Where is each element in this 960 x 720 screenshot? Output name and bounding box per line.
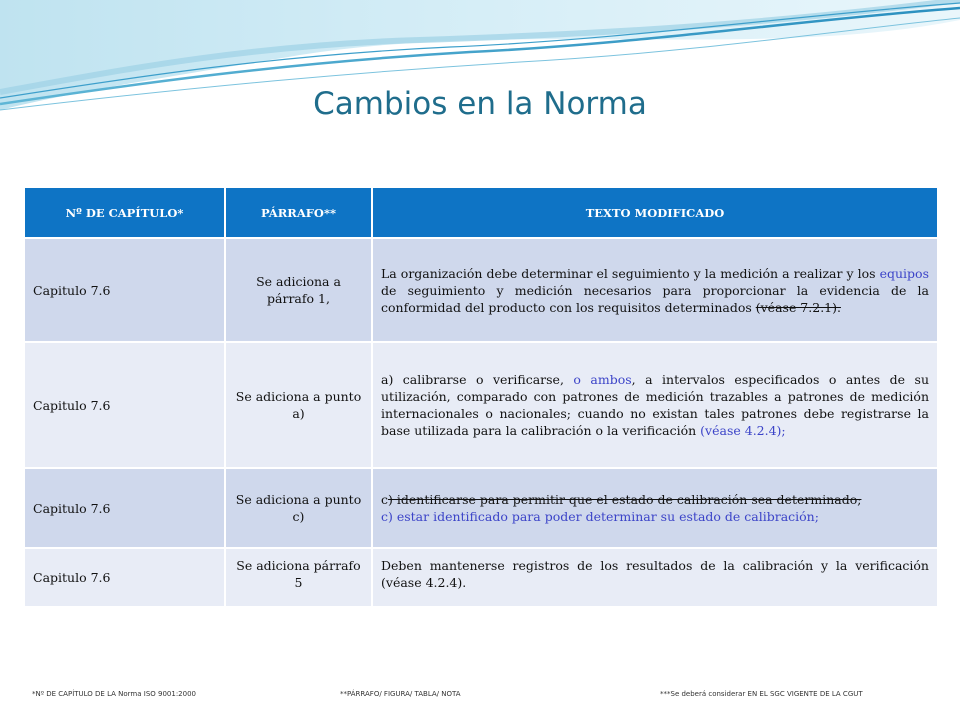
text-main: La organización debe determinar el seguimiento y la medición a realizar y los bbox=[381, 265, 880, 281]
text-removed: (véase 7.2.1). bbox=[755, 299, 841, 315]
footer-note-sgc: ***Se deberá considerar EN EL SGC VIGENTE DE LA CGUT bbox=[660, 690, 863, 698]
table-row bbox=[25, 238, 937, 342]
table-header-row bbox=[25, 188, 937, 238]
cell-parrafo: Se adiciona párrafo 5 bbox=[225, 548, 372, 606]
text-prefix: c bbox=[381, 492, 389, 507]
cell-texto bbox=[372, 238, 937, 342]
header-capitulo: Nº DE CAPÍTULO* bbox=[25, 188, 225, 238]
cell-texto bbox=[372, 342, 937, 468]
page-title: Cambios en la Norma bbox=[313, 86, 647, 122]
text-removed: ) identificarse para permitir que el estado de calibración sea determinado; bbox=[388, 492, 862, 507]
text-main: a) calibrarse o verificarse, bbox=[381, 372, 574, 387]
cell-capitulo: Capitulo 7.6 bbox=[25, 548, 225, 606]
table-row bbox=[25, 342, 937, 468]
cell-parrafo: Se adiciona a punto c) bbox=[225, 468, 372, 548]
cell-texto bbox=[372, 468, 937, 548]
cell-capitulo: Capitulo 7.6 bbox=[25, 238, 225, 342]
text-added: o ambos bbox=[573, 372, 632, 387]
header-texto: TEXTO MODIFICADO bbox=[372, 188, 937, 238]
cell-capitulo: Capitulo 7.6 bbox=[25, 342, 225, 468]
footer-note-capitulo: *Nº DE CAPÍTULO DE LA Norma ISO 9001:2000 bbox=[32, 690, 196, 698]
header-parrafo: PÁRRAFO** bbox=[225, 188, 372, 238]
cell-texto: Deben mantenerse registros de los resultados de la calibración y la verificación (véase 4.2.4). bbox=[372, 548, 937, 606]
text-added-ref: (véase 4.2.4); bbox=[700, 423, 786, 438]
cell-parrafo: Se adiciona a párrafo 1, bbox=[225, 238, 372, 342]
cell-parrafo: Se adiciona a punto a) bbox=[225, 342, 372, 468]
table-row bbox=[25, 548, 937, 606]
footer-note-parrafo: **PÁRRAFO/ FIGURA/ TABLA/ NOTA bbox=[340, 690, 461, 698]
changes-table bbox=[25, 188, 937, 606]
text-rest: , a intervalos especificados o antes de su utilización, comparado con patrones de medición trazables a patrones de medición internacionales o nacionales; cuando no existan tales patrones debe registrarse la base utilizada para la calibración o la verificación bbox=[381, 372, 929, 438]
table-row bbox=[25, 468, 937, 548]
text-added: equipos bbox=[879, 265, 929, 281]
cell-capitulo: Capitulo 7.6 bbox=[25, 468, 225, 548]
text-rest: de seguimiento y medición necesarios para proporcionar la evidencia de la conformidad del producto con los requisitos determinados bbox=[381, 282, 929, 315]
text-added: c) estar identificado para poder determinar su estado de calibración; bbox=[381, 509, 819, 524]
